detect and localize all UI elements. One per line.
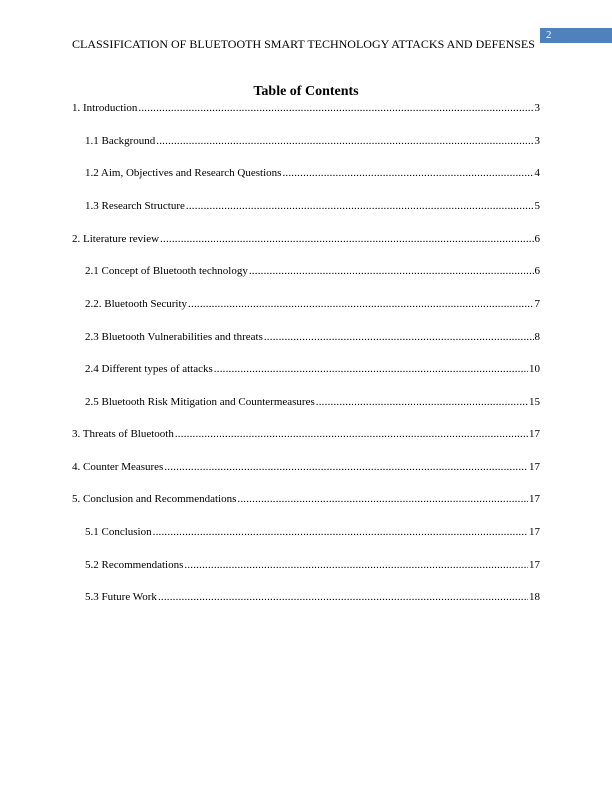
toc-dot-leader (282, 167, 533, 180)
toc-dot-leader (175, 428, 528, 441)
toc-entry-label: 5.1 Conclusion (85, 526, 152, 538)
toc-dot-leader (264, 331, 534, 344)
toc-entry[interactable] (85, 591, 540, 604)
toc-entry[interactable] (85, 298, 540, 311)
toc-entry[interactable] (85, 135, 540, 148)
toc-entry-label: 2.1 Concept of Bluetooth technology (85, 265, 248, 277)
toc-entry-label: 3. Threats of Bluetooth (72, 428, 174, 440)
toc-entry-page: 17 (529, 428, 540, 440)
toc-entry-label: 1.3 Research Structure (85, 200, 185, 212)
toc-entry-page: 17 (529, 461, 540, 473)
toc-entry-page: 17 (529, 526, 540, 538)
toc-entry-label: 1. Introduction (72, 102, 138, 114)
toc-entry[interactable] (85, 200, 540, 213)
toc-entry[interactable] (72, 428, 540, 441)
toc-entry[interactable] (85, 363, 540, 376)
toc-dot-leader (214, 363, 528, 376)
toc-dot-leader (188, 298, 533, 311)
toc-entry[interactable] (72, 493, 540, 506)
toc-entry-label: 4. Counter Measures (72, 461, 164, 473)
toc-entry-page: 6 (534, 265, 540, 277)
toc-entry[interactable] (85, 167, 540, 180)
toc-entry-page: 4 (534, 167, 540, 179)
toc-entry[interactable] (85, 526, 540, 539)
toc-dot-leader (164, 461, 528, 474)
toc-entry-label: 2.5 Bluetooth Risk Mitigation and Countermeasures (85, 396, 315, 408)
toc-entry-label: 1.2 Aim, Objectives and Research Questions (85, 167, 282, 179)
toc-dot-leader (186, 200, 534, 213)
toc-entry[interactable] (85, 396, 540, 409)
toc-dot-leader (138, 102, 533, 115)
toc-entry-page: 3 (534, 102, 540, 114)
toc-entry-label: 2. Literature review (72, 233, 160, 245)
toc-dot-leader (160, 233, 533, 246)
toc-entry-page: 15 (529, 396, 540, 408)
toc-entry-label: 1.1 Background (85, 135, 156, 147)
toc-dot-leader (237, 493, 528, 506)
toc-dot-leader (249, 265, 534, 278)
toc-entry-label: 2.4 Different types of attacks (85, 363, 213, 375)
toc-dot-leader (184, 559, 528, 572)
toc-dot-leader (156, 135, 533, 148)
running-header-title: CLASSIFICATION OF BLUETOOTH SMART TECHNOLOGY ATTACKS AND DEFENSES (72, 37, 535, 51)
toc-entry[interactable] (72, 102, 540, 115)
toc-entry-page: 8 (534, 331, 540, 343)
toc-entry[interactable] (85, 559, 540, 572)
toc-entry-page: 17 (529, 493, 540, 505)
toc-entry[interactable] (72, 461, 540, 474)
toc-entry-page: 10 (529, 363, 540, 375)
toc-entry-label: 2.3 Bluetooth Vulnerabilities and threats (85, 331, 263, 343)
toc-entry-page: 18 (529, 591, 540, 603)
toc-entry[interactable] (72, 233, 540, 246)
toc-dot-leader (158, 591, 528, 604)
toc-entry-page: 6 (534, 233, 540, 245)
toc-entry-page: 17 (529, 559, 540, 571)
toc-entry-label: 5.3 Future Work (85, 591, 157, 603)
toc-dot-leader (153, 526, 528, 539)
toc-entry-label: 5.2 Recommendations (85, 559, 184, 571)
page-number: 2 (540, 28, 612, 43)
toc-entry[interactable] (85, 265, 540, 278)
toc-dot-leader (316, 396, 528, 409)
toc-entry[interactable] (85, 331, 540, 344)
toc-entry-page: 3 (534, 135, 540, 147)
toc-title: Table of Contents (253, 84, 359, 99)
toc-entry-label: 5. Conclusion and Recommendations (72, 493, 237, 505)
toc-entry-page: 7 (534, 298, 540, 310)
toc-entry-page: 5 (534, 200, 540, 212)
toc-entry-label: 2.2. Bluetooth Security (85, 298, 188, 310)
